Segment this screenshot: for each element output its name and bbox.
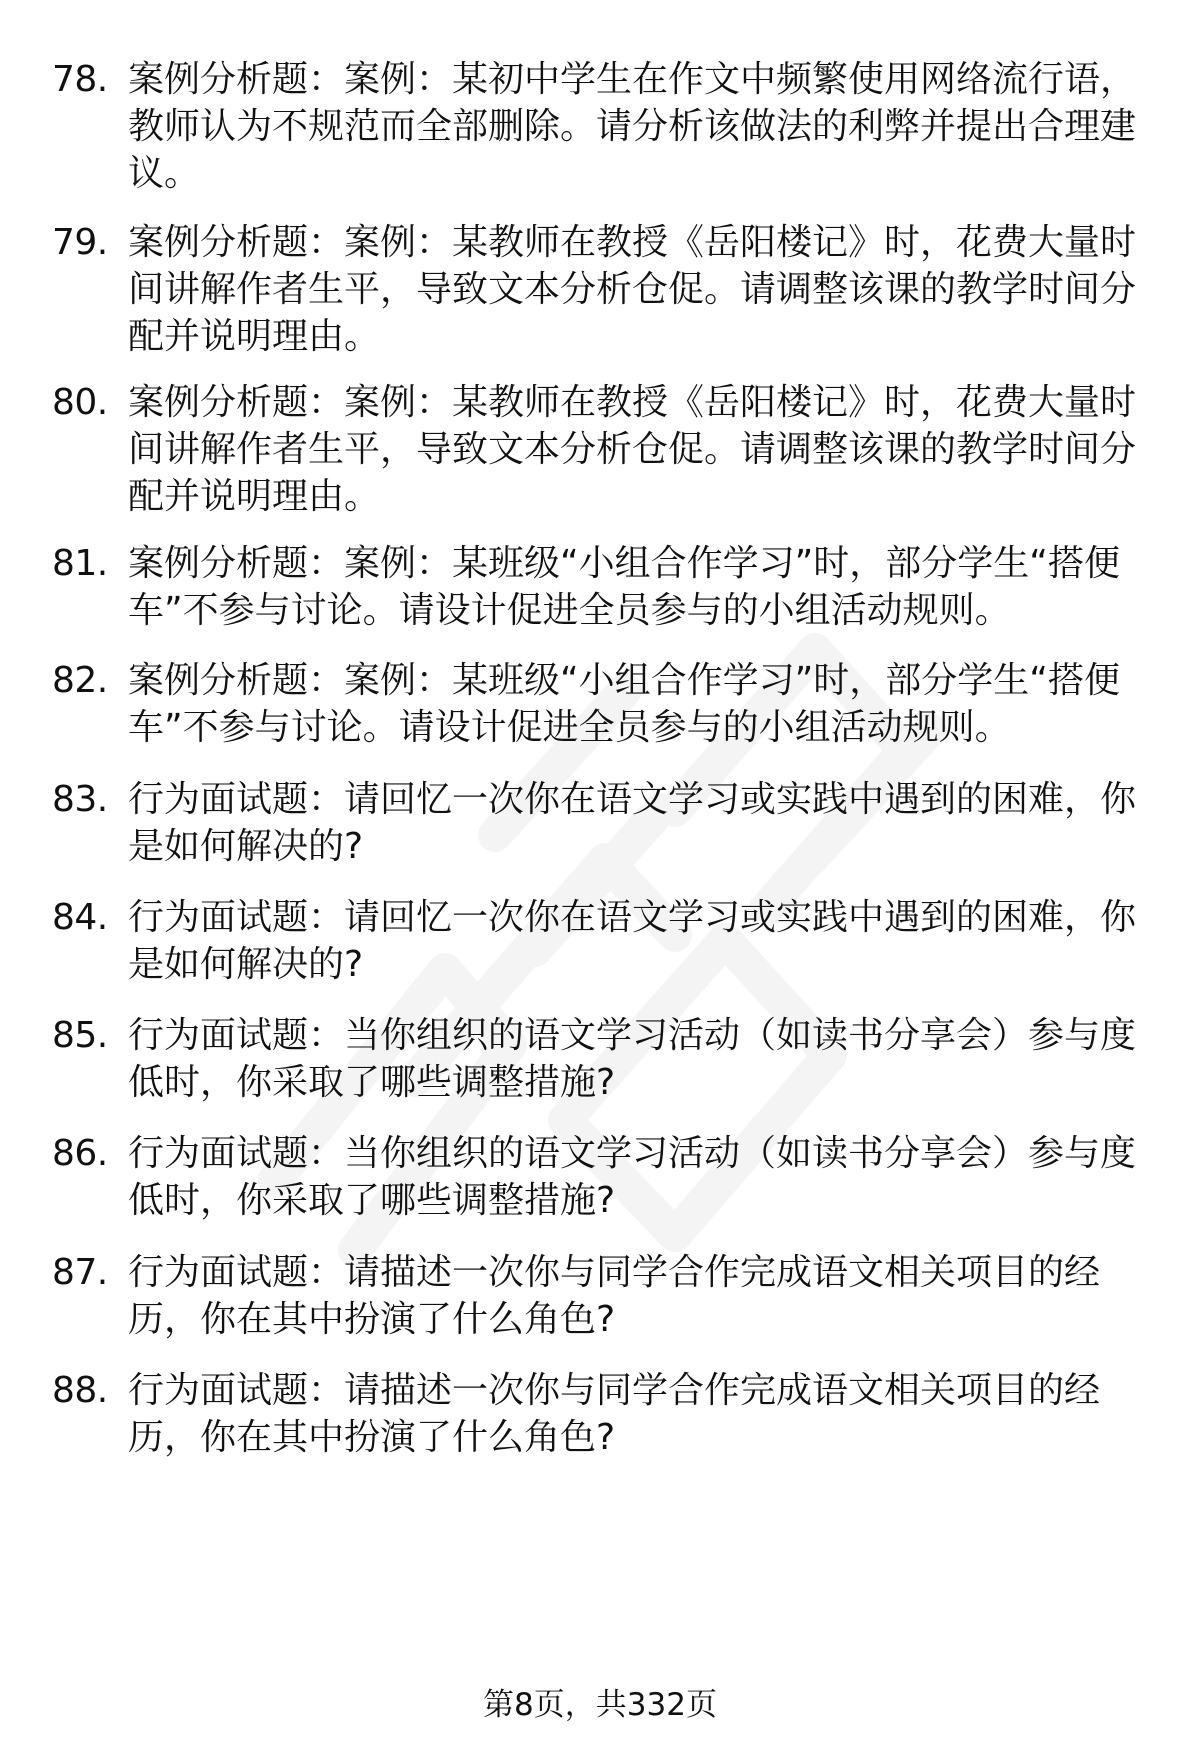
question-number: 86.: [52, 1133, 108, 1174]
page-indicator: 第8页，共332页: [483, 1687, 717, 1723]
question-number: 85.: [52, 1015, 108, 1056]
question-text: 行为面试题：当你组织的语文学习活动（如读书分享会）参与度低时，你采取了哪些调整措施?: [128, 1015, 1137, 1103]
question-text: 案例分析题：案例：某教师在教授《岳阳楼记》时，花费大量时间讲解作者生平，导致文本分析仓促。请调整该课的教学时间分配并说明理由。: [128, 382, 1137, 517]
question-number: 88.: [52, 1370, 108, 1411]
question-text: 案例分析题：案例：某初中学生在作文中频繁使用网络流行语，教师认为不规范而全部删除。请分析该做法的利弊并提出合理建议。: [128, 59, 1137, 194]
question-number: 80.: [52, 382, 108, 423]
question-text: 行为面试题：请描述一次你与同学合作完成语文相关项目的经历，你在其中扮演了什么角色?: [128, 1252, 1101, 1340]
question-item-82: [52, 657, 1152, 751]
question-item-86: [52, 1130, 1152, 1224]
question-item-79: [52, 219, 1152, 360]
question-text: 行为面试题：请回忆一次你在语文学习或实践中遇到的困难，你是如何解决的?: [128, 897, 1137, 985]
question-item-80: [52, 379, 1152, 520]
question-item-81: [52, 540, 1152, 634]
question-item-88: [52, 1367, 1152, 1461]
question-number: 79.: [52, 222, 108, 263]
question-item-84: [52, 894, 1152, 988]
question-text: 案例分析题：案例：某教师在教授《岳阳楼记》时，花费大量时间讲解作者生平，导致文本分析仓促。请调整该课的教学时间分配并说明理由。: [128, 222, 1137, 357]
question-item-83: [52, 776, 1152, 870]
question-number: 81.: [52, 543, 108, 584]
question-item-85: [52, 1012, 1152, 1106]
question-text: 行为面试题：当你组织的语文学习活动（如读书分享会）参与度低时，你采取了哪些调整措施?: [128, 1133, 1137, 1221]
question-number: 83.: [52, 779, 108, 820]
question-text: 行为面试题：请回忆一次你在语文学习或实践中遇到的困难，你是如何解决的?: [128, 779, 1137, 867]
question-item-78: [52, 56, 1152, 197]
question-number: 84.: [52, 897, 108, 938]
question-number: 87.: [52, 1252, 108, 1293]
question-text: 案例分析题：案例：某班级“小组合作学习”时，部分学生“搭便车”不参与讨论。请设计促进全员参与的小组活动规则。: [128, 660, 1120, 748]
question-number: 82.: [52, 660, 108, 701]
question-text: 行为面试题：请描述一次你与同学合作完成语文相关项目的经历，你在其中扮演了什么角色?: [128, 1370, 1101, 1458]
question-text: 案例分析题：案例：某班级“小组合作学习”时，部分学生“搭便车”不参与讨论。请设计促进全员参与的小组活动规则。: [128, 543, 1120, 631]
question-item-87: [52, 1249, 1152, 1343]
page-footer: [0, 1685, 1200, 1725]
question-number: 78.: [52, 59, 108, 100]
